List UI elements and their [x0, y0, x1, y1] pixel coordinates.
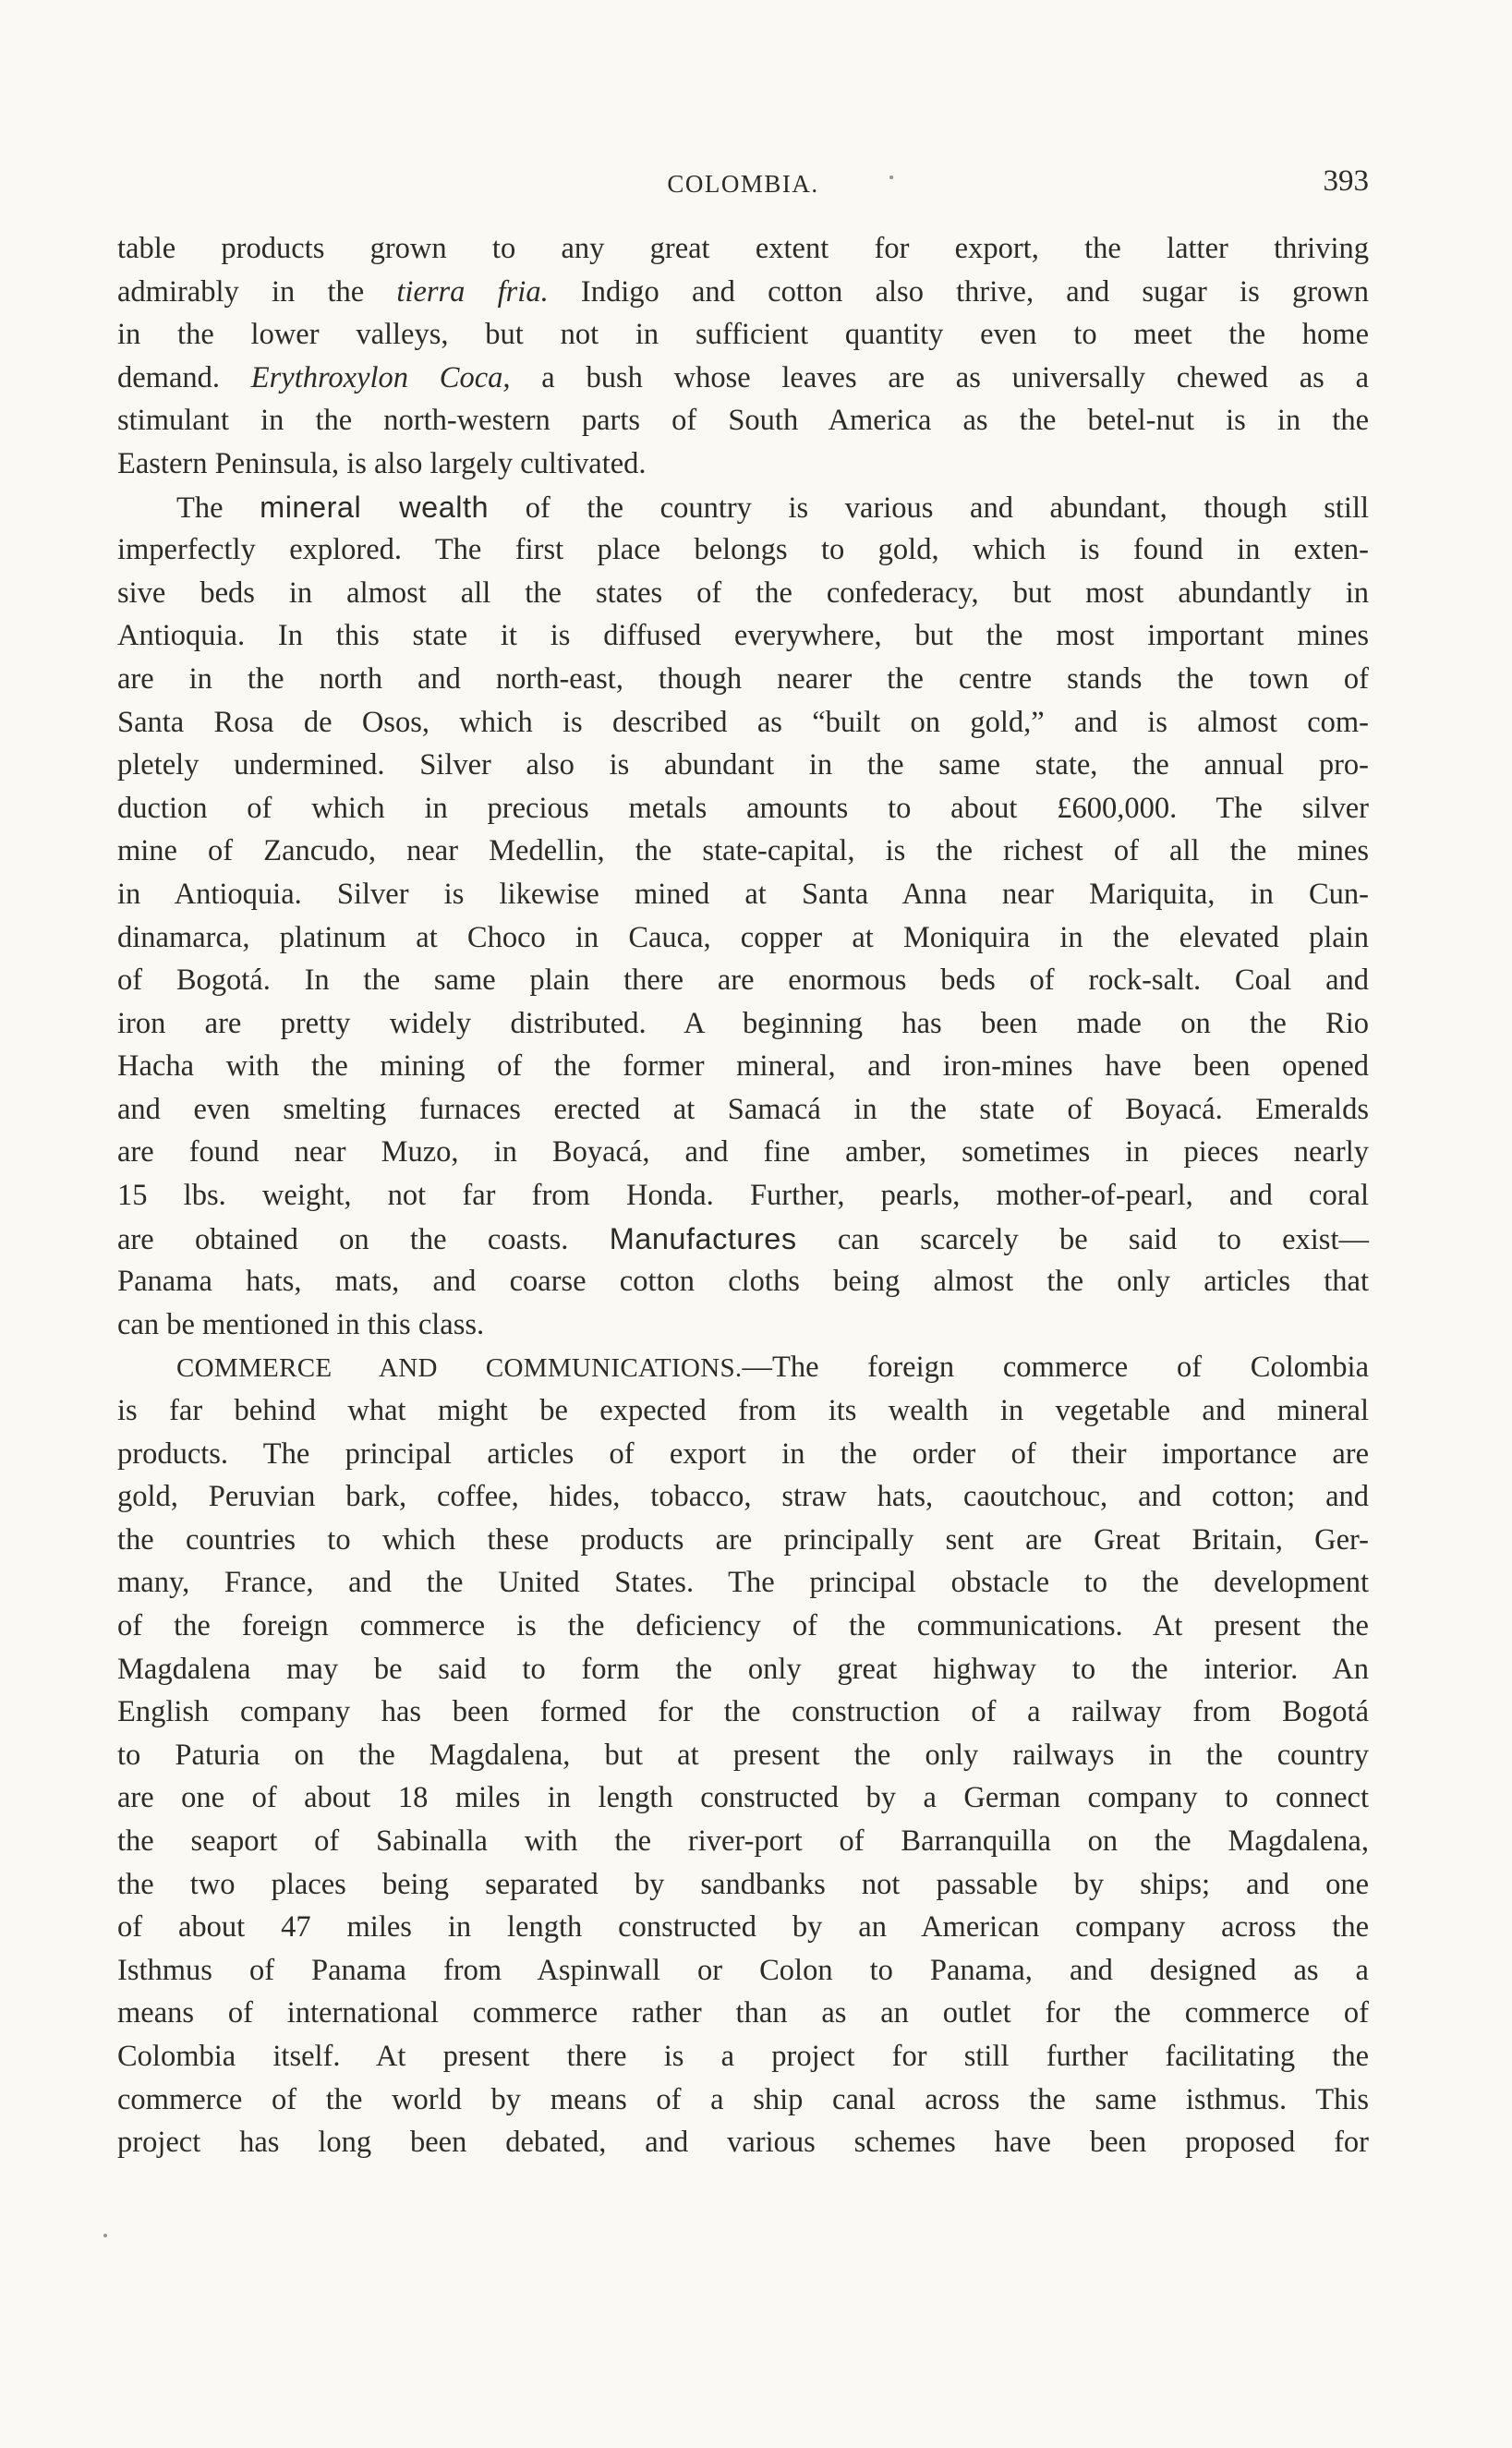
text-line [117, 2121, 1369, 2164]
section-keyword: mineral wealth [260, 490, 490, 524]
text-line [117, 1303, 1369, 1347]
text-line [117, 1088, 1369, 1132]
text-line [117, 1519, 1369, 1562]
text-span: to Paturia on the Magdalena, but at present the only railways in the country [117, 1738, 1369, 1772]
text-span: pletely undermined. Silver also is abundant in the same state, the annual pro- [117, 748, 1369, 782]
text-span: are in the north and north-east, though nearer the centre stands the town of [117, 661, 1369, 696]
body-text [117, 227, 1369, 2164]
section-heading: COMMERCE AND COMMUNICATIONS. [176, 1353, 743, 1384]
text-span: of Bogotá. In the same plain there are enormous beds of rock-salt. Coal and [117, 963, 1369, 998]
text-span: 15 lbs. weight, not far from Honda. Further, pearls, mother-of-pearl, and coral [117, 1179, 1369, 1213]
text-span: admirably in the [117, 274, 397, 309]
running-title: COLOMBIA. [667, 170, 819, 198]
text-line [117, 1820, 1369, 1863]
text-span: a bush whose leaves are as universally chewed as a [510, 360, 1369, 394]
text-span: Antioquia. In this state it is diffused everywhere, but the most important mines [117, 619, 1369, 653]
text-line [117, 1776, 1369, 1820]
text-line [117, 2035, 1369, 2078]
text-span: are found near Muzo, in Boyacá, and fine amber, sometimes in pieces nearly [117, 1135, 1369, 1169]
text-span: are one of about 18 miles in length constructed by a German company to connect [117, 1781, 1369, 1815]
text-span: can be mentioned in this class. [117, 1307, 485, 1341]
text-line [117, 744, 1369, 787]
text-span: English company has been formed for the construction of a railway from Bogotá [117, 1695, 1369, 1729]
text-span: commerce of the world by means of a ship canal across the same isthmus. This [117, 2082, 1369, 2116]
paper-speck [889, 176, 893, 179]
text-line [117, 1691, 1369, 1734]
italic-term: tierra fria. [396, 274, 549, 309]
text-line [117, 442, 1369, 486]
text-span: products. The principal articles of export in the order of their importance are [117, 1436, 1369, 1471]
text-line [117, 701, 1369, 745]
text-line [117, 1389, 1369, 1433]
text-line [117, 916, 1369, 960]
text-span: The [176, 491, 260, 525]
text-span: Hacha with the mining of the former mineral, and iron-mines have been opened [117, 1049, 1369, 1084]
text-line [117, 2078, 1369, 2122]
text-line [117, 873, 1369, 916]
text-span: in the lower valleys, but not in sufficient quantity even to meet the home [117, 318, 1369, 352]
text-span: Isthmus of Panama from Aspinwall or Colon to Panama, and designed as a [117, 1953, 1369, 1987]
italic-term: Erythroxylon Coca, [250, 360, 511, 394]
text-span: mine of Zancudo, near Medellin, the state-capital, is the richest of all the mines [117, 834, 1369, 868]
paper-speck [103, 2234, 107, 2237]
text-line [117, 1605, 1369, 1648]
text-span: and even smelting furnaces erected at Samacá in the state of Boyacá. Emeralds [117, 1092, 1369, 1126]
text-line [117, 1045, 1369, 1088]
text-line [117, 1906, 1369, 1949]
text-line [117, 1218, 1369, 1261]
text-span: in Antioquia. Silver is likewise mined at Santa Anna near Mariquita, in Cun- [117, 877, 1369, 911]
text-span: can scarcely be said to exist— [796, 1222, 1369, 1256]
text-span: the seaport of Sabinalla with the river-port of Barranquilla on the Magdalena, [117, 1824, 1369, 1858]
text-line [117, 1992, 1369, 2035]
text-span: Magdalena may be said to form the only great highway to the interior. An [117, 1652, 1369, 1686]
text-line [117, 572, 1369, 615]
text-span: table products grown to any great extent for export, the latter thriving [117, 232, 1369, 265]
text-span: the countries to which these products are principally sent are Great Britain, Ger- [117, 1522, 1369, 1557]
text-line [117, 1949, 1369, 1993]
text-span: iron are pretty widely distributed. A beginning has been made on the Rio [117, 1006, 1369, 1040]
text-span: of about 47 miles in length constructed by an American company across the [117, 1910, 1369, 1945]
text-line [117, 1648, 1369, 1691]
text-line [117, 614, 1369, 658]
text-line [117, 1734, 1369, 1777]
section-keyword: Manufactures [609, 1221, 797, 1255]
text-span: of the foreign commerce is the deficiency of the communications. At present the [117, 1609, 1369, 1642]
text-span: Santa Rosa de Osos, which is described as “built on gold,” and is almost com- [117, 705, 1369, 739]
running-head [117, 164, 1369, 201]
text-line [117, 1433, 1369, 1476]
text-span: means of international commerce rather than as an outlet for the commerce of [117, 1996, 1369, 2030]
text-line [117, 486, 1369, 529]
text-span: are obtained on the coasts. [117, 1222, 610, 1256]
text-span: Panama hats, mats, and coarse cotton cloths being almost the only articles that [117, 1265, 1369, 1299]
text-line [117, 787, 1369, 830]
text-span: gold, Peruvian bark, coffee, hides, tobacco, straw hats, caoutchouc, and cotton; and [117, 1480, 1369, 1514]
text-span: stimulant in the north-western parts of South America as the betel-nut is in the [117, 404, 1369, 438]
text-span: Colombia itself. At present there is a project for still further facilitating the [117, 2039, 1369, 2073]
text-span: project has long been debated, and various schemes have been proposed for [117, 2126, 1369, 2160]
text-line [117, 227, 1369, 271]
text-line [117, 1346, 1369, 1389]
text-span: imperfectly explored. The first place belongs to gold, which is found in exten- [117, 533, 1369, 567]
text-span: duction of which in precious metals amounts to about £600,000. The silver [117, 791, 1369, 825]
text-span: demand. [117, 360, 251, 394]
page-number: 393 [1323, 164, 1369, 198]
text-line [117, 1260, 1369, 1303]
text-line [117, 830, 1369, 873]
text-span: dinamarca, platinum at Choco in Cauca, copper at Moniquira in the elevated plain [117, 920, 1369, 954]
text-line [117, 1475, 1369, 1519]
text-span: of the country is various and abundant, though still [489, 491, 1369, 525]
text-line [117, 658, 1369, 701]
text-line [117, 399, 1369, 442]
text-span: —The foreign commerce of Colombia [742, 1351, 1369, 1385]
text-line [117, 1002, 1369, 1046]
text-line [117, 1174, 1369, 1218]
text-line [117, 1131, 1369, 1174]
text-line [117, 959, 1369, 1002]
text-span: the two places being separated by sandbanks not passable by ships; and one [117, 1867, 1369, 1901]
text-line [117, 1561, 1369, 1605]
text-line [117, 1863, 1369, 1907]
text-line [117, 528, 1369, 572]
text-line [117, 357, 1369, 400]
text-span: many, France, and the United States. The principal obstacle to the development [117, 1566, 1369, 1600]
text-span: Eastern Peninsula, is also largely cultivated. [117, 446, 647, 480]
text-span: is far behind what might be expected from its wealth in vegetable and mineral [117, 1394, 1369, 1428]
text-line [117, 271, 1369, 314]
text-span: sive beds in almost all the states of the confederacy, but most abundantly in [117, 576, 1369, 610]
text-line [117, 313, 1369, 357]
text-span: Indigo and cotton also thrive, and sugar is grown [548, 274, 1369, 309]
